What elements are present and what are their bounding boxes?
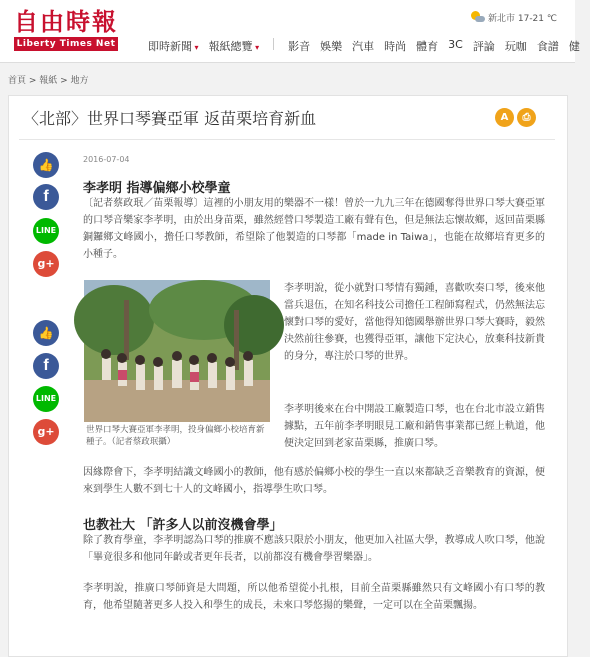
weather-widget[interactable] xyxy=(470,10,557,24)
line-share-button[interactable]: LINE xyxy=(33,218,59,244)
thumbs-up-icon: 👍 xyxy=(38,158,54,172)
nav-item-instant-news[interactable]: 即時新聞 ▾ xyxy=(148,38,199,54)
google-plus-share-button[interactable]: g+ xyxy=(33,251,59,277)
font-size-button[interactable]: A xyxy=(495,108,514,127)
weather-text: 新北市 17-21 ℃ xyxy=(488,13,557,24)
article-paragraph: 李孝明說，推廣口琴師資是大問題，所以他希望從小扎根，目前全苗栗縣雖然只有文峰國小有口琴的教育，他希望隨著更多人投入和學生的成長，未來口琴悠揚的樂聲，一定可以在全苗栗飄揚。 xyxy=(83,583,545,611)
like-button[interactable] xyxy=(33,152,59,178)
photo-caption: 世界口琴大賽亞軍李孝明，投身偏鄉小校培育新種子。（記者蔡政珉攝） xyxy=(86,425,265,447)
article-subhead: 也教社大 「許多人以前沒機會學」 xyxy=(83,518,283,533)
nav-item-entertainment[interactable]: 娛樂 xyxy=(320,40,343,53)
nav-item-3c[interactable]: 3C xyxy=(448,38,463,51)
breadcrumb[interactable]: 首頁 > 報紙 > 地方 xyxy=(8,76,89,86)
photo-illustration xyxy=(84,280,270,422)
nav-item-sports[interactable]: 體育 xyxy=(416,40,439,53)
print-button[interactable]: ⎙ xyxy=(517,108,536,127)
nav-item-fashion[interactable]: 時尚 xyxy=(384,40,407,53)
article-paragraph: 因緣際會下，李孝明結識文峰國小的教師，他有感於偏鄉小校的學生一直以來都缺乏音樂教育的資源，便來到學生人數不到七十人的文峰國小，指導學生吹口琴。 xyxy=(83,467,545,495)
nav-item-health[interactable]: 健 xyxy=(568,40,580,53)
title-divider xyxy=(19,139,555,140)
google-plus-share-button[interactable]: g+ xyxy=(33,419,59,445)
nav-item-opinion[interactable]: 評論 xyxy=(472,40,495,53)
thumbs-up-icon: 👍 xyxy=(38,326,54,340)
nav-item-auto[interactable]: 汽車 xyxy=(352,40,375,53)
main-nav xyxy=(148,38,590,54)
nav-divider xyxy=(273,38,274,50)
logo-subtitle: Liberty Times Net xyxy=(14,37,118,51)
partly-cloudy-icon xyxy=(470,10,484,24)
nav-item-playing[interactable]: 玩咖 xyxy=(504,40,527,53)
nav-item-newspaper[interactable]: 報紙總覽 ▾ xyxy=(209,38,260,54)
logo-text: 自由時報 xyxy=(14,7,118,36)
facebook-share-button[interactable]: f xyxy=(33,353,59,379)
facebook-share-button[interactable]: f xyxy=(33,184,59,210)
article-photo[interactable] xyxy=(84,280,270,422)
line-share-button[interactable]: LINE xyxy=(33,386,59,412)
article-paragraph: 李孝明後來在台中開設工廠製造口琴，也在台北市設立銷售據點，五年前李孝明眼見工廠和銷售事業都已經上軌道，他便決定回到老家苗栗縣，推廣口琴。 xyxy=(284,404,545,449)
article-paragraph: 除了教育學童，李孝明認為口琴的推廣不應該只限於小朋友，他更加入社區大學，教導成人吹口琴，他說「畢竟很多和他同年齡或者更年長者，以前都沒有機會學習樂器」。 xyxy=(83,535,545,563)
article-subhead: 李孝明 指導偏鄉小校學童 xyxy=(83,181,231,196)
article-date: 2016-07-04 xyxy=(83,155,130,164)
article-paragraph: 〔記者蔡政珉／苗栗報導〕這裡的小朋友用的樂器不一樣！曾於一九九三年在德國奪得世界口琴大賽亞軍的口琴音樂家李孝明，由於出身苗栗，雖然經營口琴製造工廠有聲有色，但是無法忘懷故鄉，返回苗栗縣銅鑼鄉文峰國小，擔任口琴教師，希望除了他製造的口琴都「made in Taiwa」，也能在故鄉培育更多的小種子。 xyxy=(83,198,545,260)
nav-item-video[interactable]: 影音 xyxy=(288,40,311,53)
article-title: 〈北部〉世界口琴賽亞軍 返苗栗培育新血 xyxy=(23,109,317,128)
article-card xyxy=(8,95,568,657)
nav-item-recipes[interactable]: 食譜 xyxy=(536,40,559,53)
like-button[interactable] xyxy=(33,320,59,346)
site-logo[interactable] xyxy=(14,8,118,52)
site-header xyxy=(0,0,580,63)
article-paragraph: 李孝明說，從小就對口琴情有獨鍾，喜歡吹奏口琴，後來他當兵退伍，在知名科技公司擔任工程師寫程式，仍然無法忘懷對口琴的愛好，當他得知德國舉辦世界口琴大賽時，毅然決然前往參賽，也獲得亞軍，讓他下定決心，放棄科技新貴的身分，專注於口琴的世界。 xyxy=(284,283,545,362)
